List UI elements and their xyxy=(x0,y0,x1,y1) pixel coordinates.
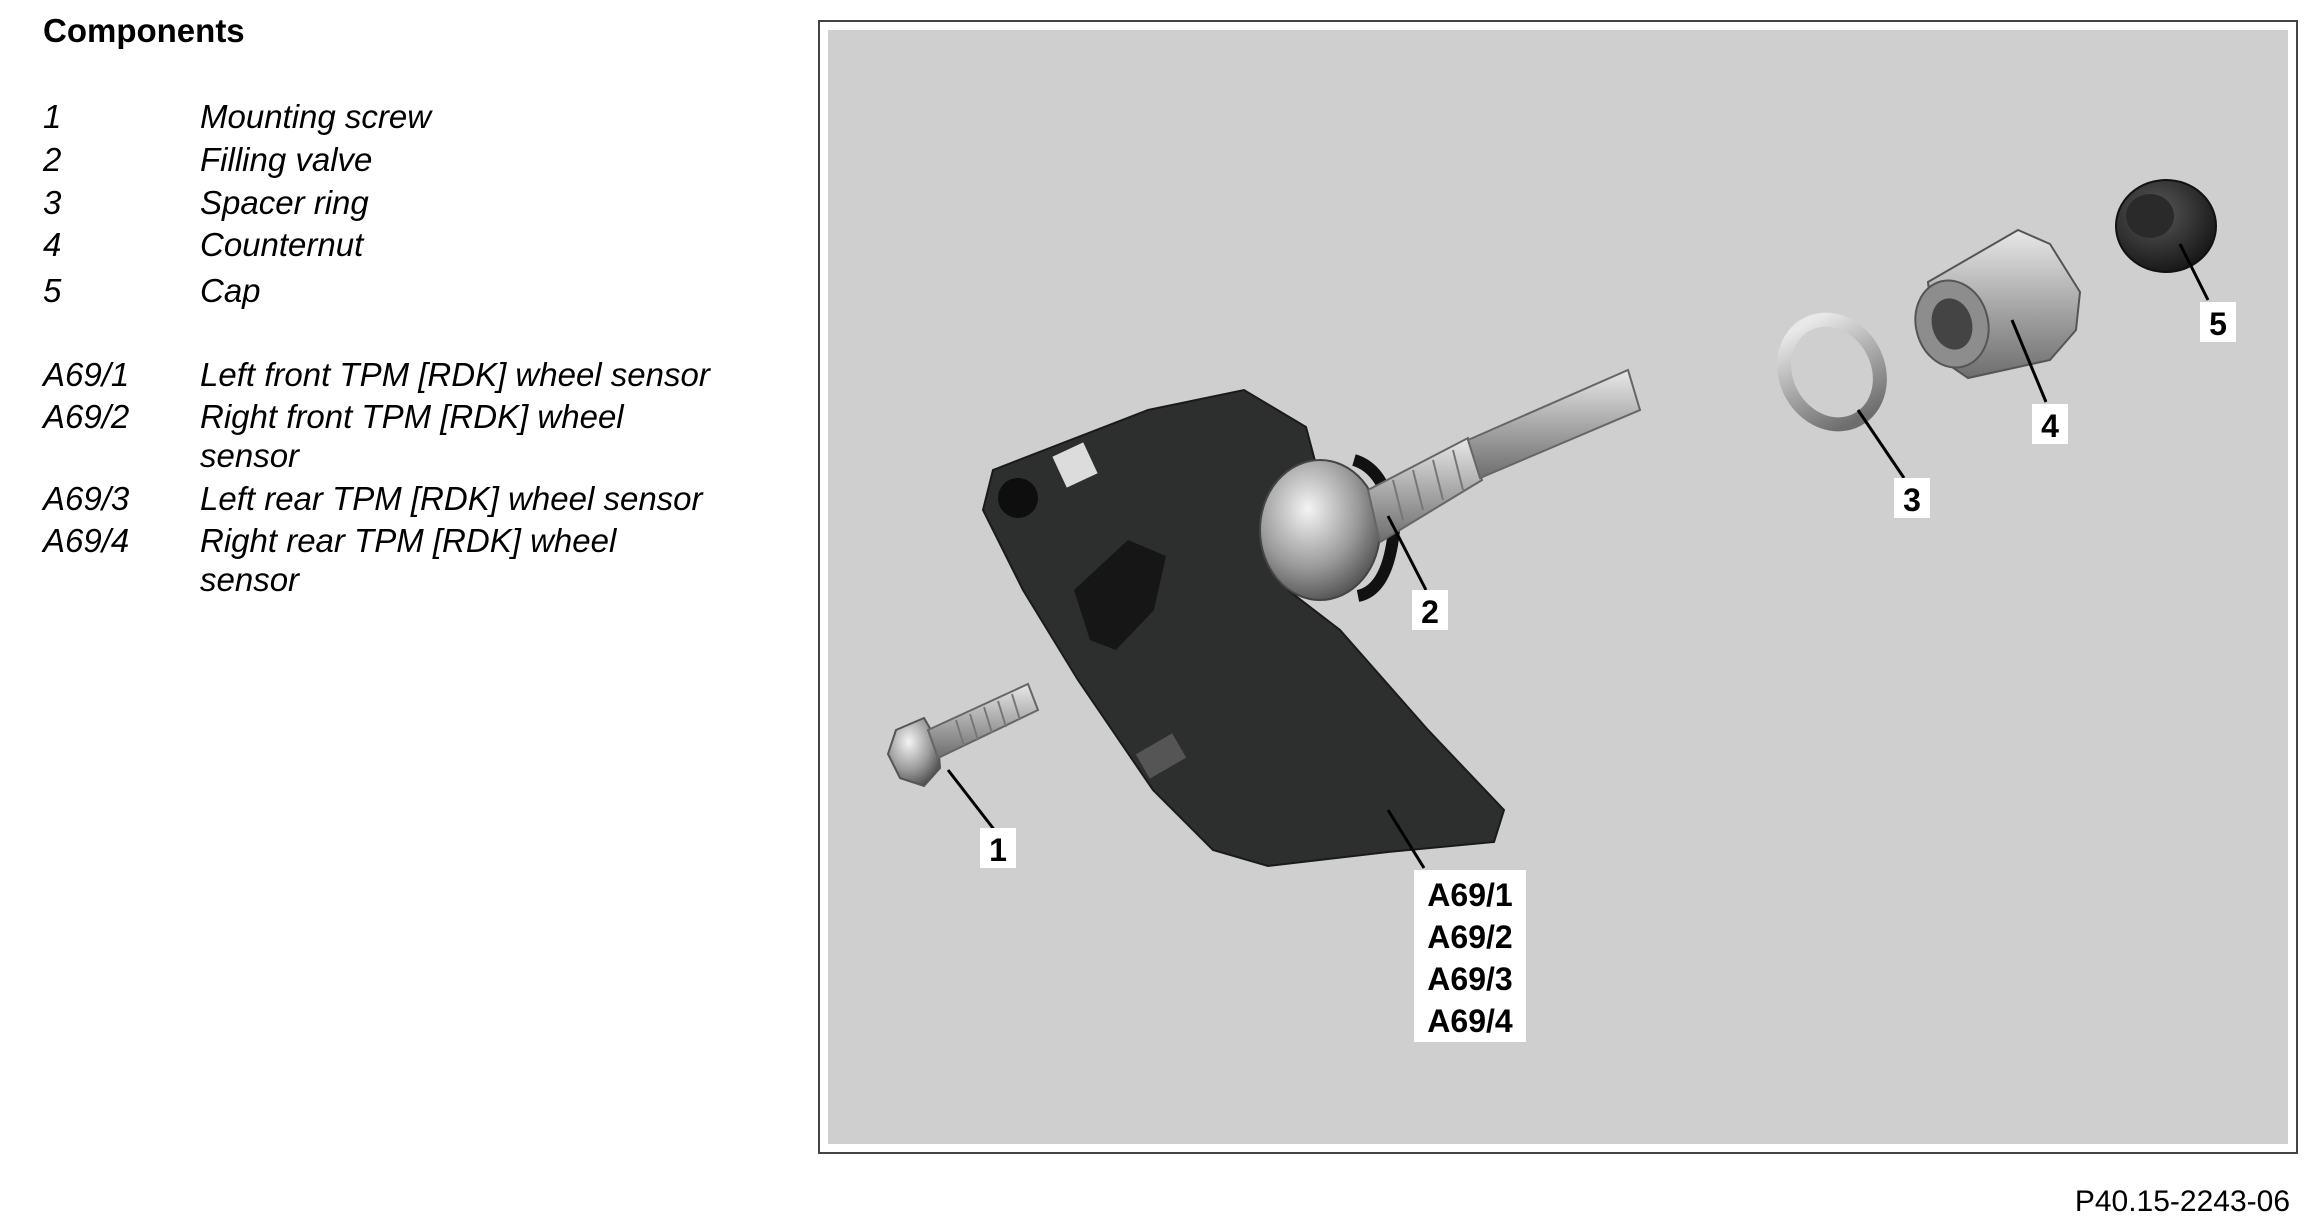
legend-desc: Mounting screw xyxy=(200,98,432,135)
callout-2 xyxy=(1412,590,1448,630)
legend-key: A69/3 xyxy=(43,480,130,517)
callout-sensor-label: A69/3 xyxy=(1427,961,1513,997)
legend-key: A69/2 xyxy=(43,398,130,435)
legend-desc: Filling valve xyxy=(200,141,373,178)
legend-desc: Right front TPM [RDK] wheel sensor xyxy=(200,398,624,474)
legend-desc: Counternut xyxy=(200,226,364,263)
callout-3-label: 3 xyxy=(1903,482,1921,518)
legend-desc: Spacer ring xyxy=(200,184,369,221)
legend-key: 2 xyxy=(43,141,62,178)
page-title: Components xyxy=(43,12,245,49)
figure-frame xyxy=(818,20,2298,1154)
legend-key: 3 xyxy=(43,184,62,221)
legend-desc: Right rear TPM [RDK] wheel sensor xyxy=(200,522,617,598)
legend-key: 4 xyxy=(43,226,62,263)
callout-sensor xyxy=(1414,870,1526,1042)
callout-5 xyxy=(2200,302,2236,342)
legend-key: A69/4 xyxy=(43,522,130,559)
callout-sensor-label: A69/2 xyxy=(1427,919,1513,955)
callout-4 xyxy=(2032,404,2068,444)
callout-4-label: 4 xyxy=(2041,408,2059,444)
legend-desc: Left rear TPM [RDK] wheel sensor xyxy=(200,480,703,517)
figure-code: P40.15-2243-06 xyxy=(2074,1185,2290,1218)
callout-sensor-label: A69/4 xyxy=(1427,1003,1513,1039)
callout-5-label: 5 xyxy=(2209,306,2227,342)
callout-1-label: 1 xyxy=(989,832,1007,868)
legend-key: 5 xyxy=(43,272,62,309)
exploded-view-illustration xyxy=(828,30,2288,1144)
callout-2-label: 2 xyxy=(1421,594,1439,630)
cap xyxy=(2116,180,2216,272)
legend-desc: Cap xyxy=(200,272,261,309)
callout-sensor-label: A69/1 xyxy=(1427,877,1513,913)
legend-desc: Left front TPM [RDK] wheel sensor xyxy=(200,356,710,393)
legend-key: A69/1 xyxy=(43,356,130,393)
legend-key: 1 xyxy=(43,98,62,135)
callout-1 xyxy=(980,828,1016,868)
callout-3 xyxy=(1894,478,1930,518)
